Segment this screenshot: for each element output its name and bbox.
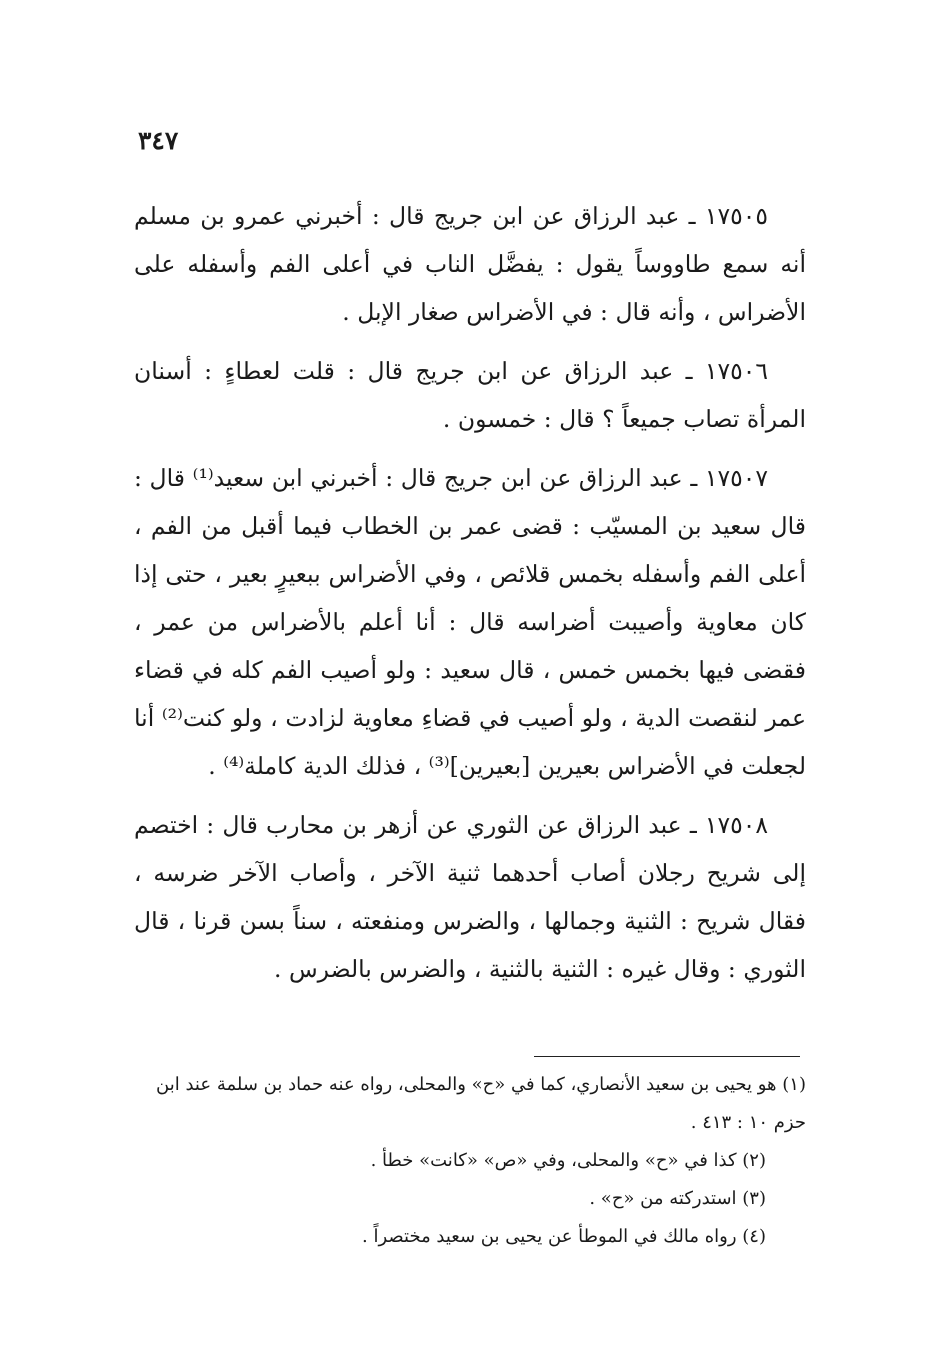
footnote-2: (٢) كذا في «ح» والمحلى، وفي «ص» «كانت» خطأ . xyxy=(370,1150,766,1171)
footnote-4: (٤) رواه مالك في الموطأ عن يحيى بن سعيد مختصراً . xyxy=(362,1226,766,1247)
paragraph-17508: ١٧٥٠٨ ـ عبد الرزاق عن الثوري عن أزهر بن محارب قال : اختصم إلى شريح رجلان أصاب أحدهما ثنية الآخر ، وأصاب الآخر ضرسه ، فقال شريح : الثنية وجمالها ، والضرس ومنفعته ، سناً بسن قرنا ، قال الثوري : وقال غيره : الثنية بالثنية ، والضرس بالضرس . xyxy=(134,811,806,983)
paragraph-17506: ١٧٥٠٦ ـ عبد الرزاق عن ابن جريج قال : قلت لعطاءٍ : أسنان المرأة تصاب جميعاً ؟ قال : خمسون . xyxy=(134,357,806,433)
footnote-3: (٣) استدركته من «ح» . xyxy=(589,1188,766,1209)
page-number: ٣٤٧ xyxy=(138,126,179,155)
footnote-separator xyxy=(534,1056,800,1057)
paragraph-17505: ١٧٥٠٥ ـ عبد الرزاق عن ابن جريج قال : أخبرني عمرو بن مسلم أنه سمع طاووساً يقول : يفضَّل الناب في أعلى الفم وأسفله على الأضراس ، وأنه قال : في الأضراس صغار الإبل . xyxy=(134,202,806,326)
main-text xyxy=(134,192,806,1004)
paragraph-17507: ١٧٥٠٧ ـ عبد الرزاق عن ابن جريج قال : أخبرني ابن سعيد⁽¹⁾ قال : قال سعيد بن المسيّب : قضى عمر بن الخطاب فيما أقبل من الفم ، أعلى الفم وأسفله بخمس قلائص ، وفي الأضراس ببعيرٍ بعير ، حتى إذا كان معاوية وأصيبت أضراسه قال : أنا أعلم بالأضراس من عمر ، فقضى فيها بخمس خمس ، قال سعيد : ولو أصيب الفم كله في قضاء عمر لنقصت الدية ، ولو أصيب في قضاءِ معاوية لزادت ، ولو كنت⁽²⁾ أنا لجعلت في الأضراس بعيرين [بعيرين]⁽³⁾ ، فذلك الدية كاملة⁽⁴⁾ . xyxy=(134,464,806,780)
footnote-1: (١) هو يحيى بن سعيد الأنصاري، كما في «ح» والمحلى، رواه عنه حماد بن سلمة عند ابن حزم ١٠ : ٤١٣ . xyxy=(156,1074,806,1133)
footnotes xyxy=(134,1066,806,1256)
